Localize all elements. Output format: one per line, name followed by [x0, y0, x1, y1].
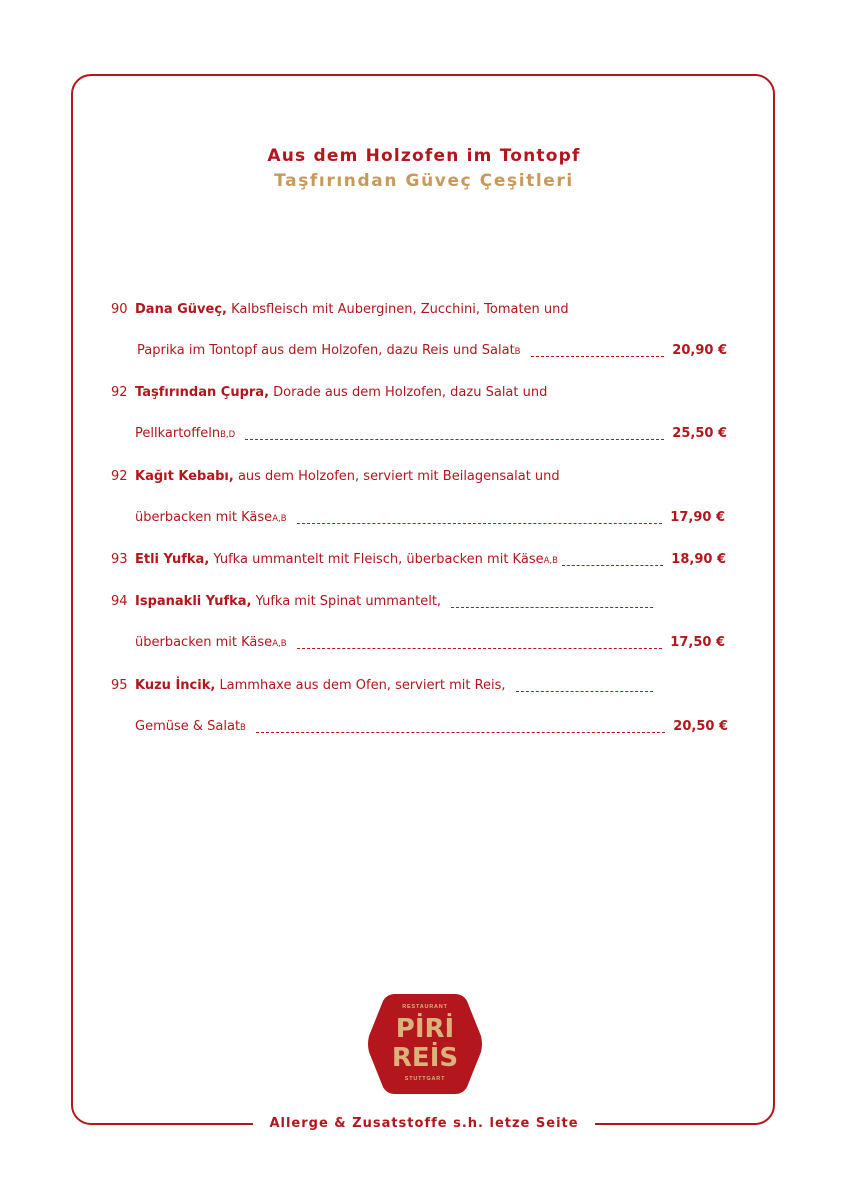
item-number: 92 [111, 385, 128, 400]
restaurant-logo [367, 990, 483, 1098]
dotted-leader [297, 523, 663, 524]
dotted-leader [451, 607, 653, 608]
logo-top-text: RESTAURANT [402, 1004, 448, 1010]
item-description-cont: überbacken mit Käse [135, 510, 273, 525]
item-name: Kuzu İncik, [135, 678, 216, 693]
logo-word-2: REİS [391, 1043, 459, 1073]
item-name: Kağıt Kebabı, [135, 469, 234, 484]
item-name: Dana Güveç, [135, 302, 227, 317]
menu-item-95-line1 [111, 678, 661, 700]
item-number: 92 [111, 469, 128, 484]
section-title: Aus dem Holzofen im Tontopf [267, 146, 581, 166]
item-number: 90 [111, 302, 128, 317]
item-description-cont: Pellkartoffeln [135, 426, 221, 441]
item-description: Kalbsfleisch mit Auberginen, Zucchini, Tomaten und [231, 302, 569, 317]
dotted-leader [562, 565, 663, 566]
menu-item-90-line1 [111, 302, 631, 324]
logo-bottom-text: STUTTGART [404, 1076, 446, 1082]
dotted-leader [297, 648, 663, 649]
item-description-cont: Gemüse & Salat [135, 719, 241, 734]
item-price: 20,50 € [673, 719, 728, 734]
dotted-leader [516, 691, 653, 692]
dotted-leader [531, 356, 665, 357]
menu-item-92a-line2: Pellkartoffeln B,D 25,50 € [135, 426, 727, 441]
dotted-leader [256, 732, 665, 733]
item-price: 17,90 € [670, 510, 725, 525]
item-name: Taşfırından Çupra, [135, 385, 270, 400]
item-number: 93 [111, 552, 128, 567]
footer-label: Allerge & Zusatstoffe s.h. letze Seite [253, 1116, 594, 1131]
dotted-leader [245, 439, 664, 440]
item-number: 95 [111, 678, 128, 693]
footer-note [0, 1116, 848, 1131]
item-name: Ispanakli Yufka, [135, 594, 252, 609]
section-subtitle: Taşfırından Güveç Çeşitleri [274, 171, 574, 191]
menu-item-94-line2: überbacken mit Käse A,B 17,50 € [135, 635, 725, 650]
item-description: Dorade aus dem Holzofen, dazu Salat und [273, 385, 548, 400]
item-name: Etli Yufka, [135, 552, 210, 567]
item-description: Yufka mit Spinat ummantelt, [255, 594, 442, 609]
item-description: Lammhaxe aus dem Ofen, serviert mit Reis, [219, 678, 506, 693]
item-number: 94 [111, 594, 128, 609]
menu-item-92b-line2: überbacken mit Käse A,B 17,90 € [135, 510, 725, 525]
item-price: 17,50 € [670, 635, 725, 650]
item-description-cont: überbacken mit Käse [135, 635, 273, 650]
item-price: 25,50 € [672, 426, 727, 441]
menu-item-90-line2: Paprika im Tontopf aus dem Holzofen, dazu Reis und Salat B 20,90 € [137, 343, 727, 358]
menu-item-95-line2: Gemüse & Salat B 20,50 € [135, 719, 728, 734]
item-price: 18,90 € [671, 552, 726, 567]
menu-item-94-line1 [111, 594, 661, 616]
logo-word-1: PİRİ [395, 1014, 455, 1044]
menu-item-93-line1: 93 Etli Yufka, Yufka ummantelt mit Fleisch, überbacken mit Käse A,B 18,90 € [111, 552, 726, 567]
item-description-cont: Paprika im Tontopf aus dem Holzofen, dazu Reis und Salat [137, 343, 515, 358]
item-description: Yufka ummantelt mit Fleisch, überbacken mit Käse [213, 552, 544, 567]
menu-item-92b-line1 [111, 469, 631, 491]
item-description: aus dem Holzofen, serviert mit Beilagensalat und [237, 469, 560, 484]
menu-item-92a-line1 [111, 385, 631, 407]
item-price: 20,90 € [672, 343, 727, 358]
